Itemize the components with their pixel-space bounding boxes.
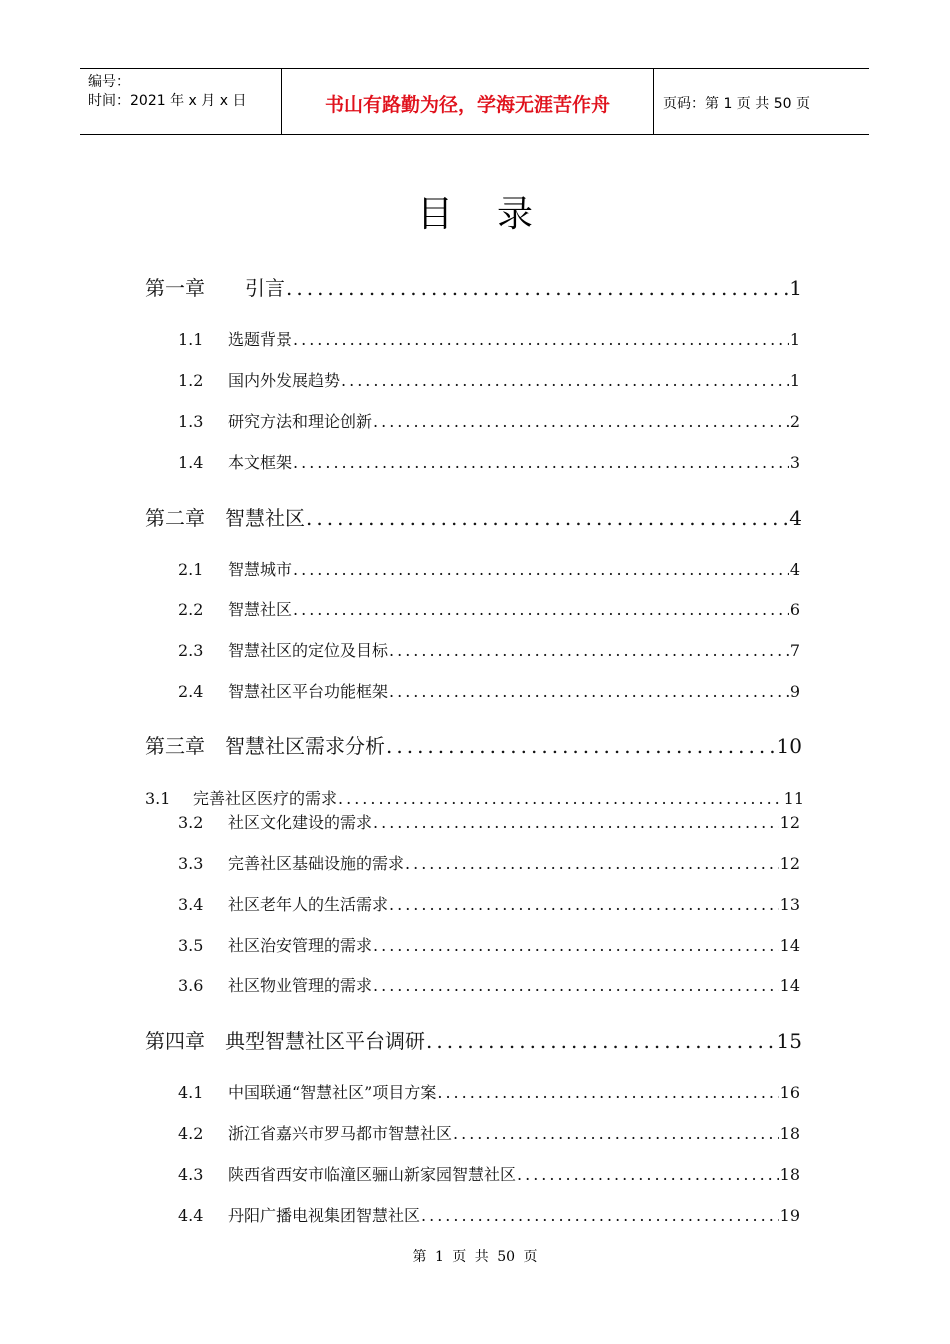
toc-section-3-6[interactable] xyxy=(178,973,800,996)
toc-leader xyxy=(517,1165,779,1184)
toc-page: 1 xyxy=(789,371,800,390)
toc-number: 第四章 xyxy=(145,1029,205,1053)
toc-text: 社区物业管理的需求 xyxy=(228,976,373,995)
toc-text: 智慧社区平台功能框架 xyxy=(228,682,389,701)
document-header xyxy=(80,68,869,135)
page-footer: 第 1 页 共 50 页 xyxy=(412,1249,538,1265)
toc-text: 智慧社区需求分析 xyxy=(225,734,385,758)
toc-section-1-4[interactable] xyxy=(178,450,800,473)
toc-page: 1 xyxy=(789,330,800,349)
toc-page: 18 xyxy=(779,1165,800,1184)
toc-section-4-2[interactable] xyxy=(178,1121,800,1144)
header-page-info: 页码：第 1 页 共 50 页 xyxy=(663,95,810,112)
toc-leader xyxy=(293,453,789,472)
toc-chapter-4[interactable] xyxy=(145,1025,802,1054)
toc-section-4-3[interactable] xyxy=(178,1162,800,1185)
toc-section-2-1[interactable] xyxy=(178,557,800,580)
toc-page: 6 xyxy=(789,600,800,619)
toc-number: 1.4 xyxy=(178,453,204,472)
toc-number: 2.3 xyxy=(178,641,204,660)
toc-leader xyxy=(386,734,776,758)
toc-leader xyxy=(373,976,779,995)
toc-leader xyxy=(437,1083,778,1102)
toc-section-3-4[interactable] xyxy=(178,892,800,915)
toc-section-1-3[interactable] xyxy=(178,409,800,432)
toc-leader xyxy=(341,371,789,390)
toc-section-2-2[interactable] xyxy=(178,597,800,620)
toc-leader xyxy=(426,1029,776,1053)
toc-leader xyxy=(421,1206,779,1225)
toc-number: 1.2 xyxy=(178,371,204,390)
toc-page: 10 xyxy=(776,734,802,758)
toc-number: 第一章 xyxy=(145,276,205,300)
toc-page: 7 xyxy=(789,641,800,660)
toc-number: 3.4 xyxy=(178,895,204,914)
toc-text: 丹阳广播电视集团智慧社区 xyxy=(228,1206,421,1225)
toc-page: 12 xyxy=(779,813,800,832)
header-motto: 书山有路勤为径，学海无涯苦作舟 xyxy=(282,69,654,134)
toc-leader xyxy=(293,330,789,349)
toc-text: 本文框架 xyxy=(228,453,293,472)
toc-section-3-3[interactable] xyxy=(178,851,800,874)
toc-page: 19 xyxy=(779,1206,800,1225)
toc-page: 11 xyxy=(783,789,804,808)
toc-text: 典型智慧社区平台调研 xyxy=(225,1029,425,1053)
toc-leader xyxy=(286,276,788,300)
toc-number: 3.3 xyxy=(178,854,204,873)
header-meta-cell xyxy=(80,69,282,134)
toc-section-2-4[interactable] xyxy=(178,679,800,702)
toc-section-4-4[interactable] xyxy=(178,1203,800,1226)
toc-section-3-5[interactable] xyxy=(178,933,800,956)
toc-leader xyxy=(373,412,789,431)
toc-number: 4.4 xyxy=(178,1206,204,1225)
toc-chapter-1[interactable] xyxy=(145,272,802,301)
toc-leader xyxy=(389,895,779,914)
toc-leader xyxy=(405,854,779,873)
toc-leader xyxy=(373,813,779,832)
toc-page: 18 xyxy=(779,1124,800,1143)
toc-page: 12 xyxy=(779,854,800,873)
toc-page: 13 xyxy=(779,895,800,914)
toc-text: 国内外发展趋势 xyxy=(228,371,341,390)
toc-number: 4.3 xyxy=(178,1165,204,1184)
header-time-label: 时间：2021 年 x 月 x 日 xyxy=(88,93,247,109)
toc-page: 16 xyxy=(779,1083,800,1102)
toc-section-3-2[interactable] xyxy=(178,810,800,833)
header-number-label: 编号： xyxy=(88,74,130,90)
toc-number: 1.3 xyxy=(178,412,204,431)
toc-number: 2.2 xyxy=(178,600,204,619)
toc-text: 智慧社区 xyxy=(228,600,293,619)
toc-page: 4 xyxy=(789,560,800,579)
toc-number: 3.1 xyxy=(145,789,171,808)
toc-section-1-2[interactable] xyxy=(178,368,800,391)
toc-page: 4 xyxy=(789,506,802,530)
toc-text: 智慧社区 xyxy=(225,506,305,530)
toc-page: 2 xyxy=(789,412,800,431)
toc-text: 社区治安管理的需求 xyxy=(228,936,373,955)
toc-number: 2.4 xyxy=(178,682,204,701)
toc-number: 3.2 xyxy=(178,813,204,832)
toc-text: 研究方法和理论创新 xyxy=(228,412,373,431)
toc-number: 4.1 xyxy=(178,1083,204,1102)
toc-text: 陕西省西安市临潼区骊山新家园智慧社区 xyxy=(228,1165,517,1184)
toc-number: 1.1 xyxy=(178,330,204,349)
page-title: 目录 xyxy=(416,194,577,235)
toc-number: 4.2 xyxy=(178,1124,204,1143)
toc-section-3-1[interactable] xyxy=(145,786,804,809)
toc-chapter-3[interactable] xyxy=(145,730,802,759)
toc-leader xyxy=(389,641,789,660)
toc-number: 3.5 xyxy=(178,936,204,955)
toc-text: 社区老年人的生活需求 xyxy=(228,895,389,914)
toc-number: 第二章 xyxy=(145,506,205,530)
toc-section-2-3[interactable] xyxy=(178,638,800,661)
toc-text: 完善社区基础设施的需求 xyxy=(228,854,405,873)
toc-text: 社区文化建设的需求 xyxy=(228,813,373,832)
toc-leader xyxy=(389,682,789,701)
toc-number: 3.6 xyxy=(178,976,204,995)
toc-text: 智慧城市 xyxy=(228,560,293,579)
toc-page: 14 xyxy=(779,936,800,955)
toc-text: 选题背景 xyxy=(228,330,293,349)
toc-leader xyxy=(293,600,789,619)
toc-leader xyxy=(293,560,789,579)
toc-text: 浙江省嘉兴市罗马都市智慧社区 xyxy=(228,1124,453,1143)
toc-page: 3 xyxy=(789,453,800,472)
toc-section-1-1[interactable] xyxy=(178,327,800,350)
toc-section-4-1[interactable] xyxy=(178,1080,800,1103)
toc-text: 完善社区医疗的需求 xyxy=(193,789,338,808)
toc-page: 1 xyxy=(789,276,802,300)
toc-text: 引言 xyxy=(245,276,285,300)
toc-number: 第三章 xyxy=(145,734,205,758)
toc-page: 14 xyxy=(779,976,800,995)
toc-number: 2.1 xyxy=(178,560,204,579)
toc-text: 智慧社区的定位及目标 xyxy=(228,641,389,660)
toc-page: 15 xyxy=(776,1029,802,1053)
toc-chapter-2[interactable] xyxy=(145,502,802,531)
toc-page: 9 xyxy=(789,682,800,701)
toc-leader xyxy=(373,936,779,955)
toc-leader xyxy=(338,789,783,808)
toc-leader xyxy=(306,506,788,530)
toc-leader xyxy=(453,1124,779,1143)
toc-text: 中国联通“智慧社区”项目方案 xyxy=(228,1083,437,1102)
